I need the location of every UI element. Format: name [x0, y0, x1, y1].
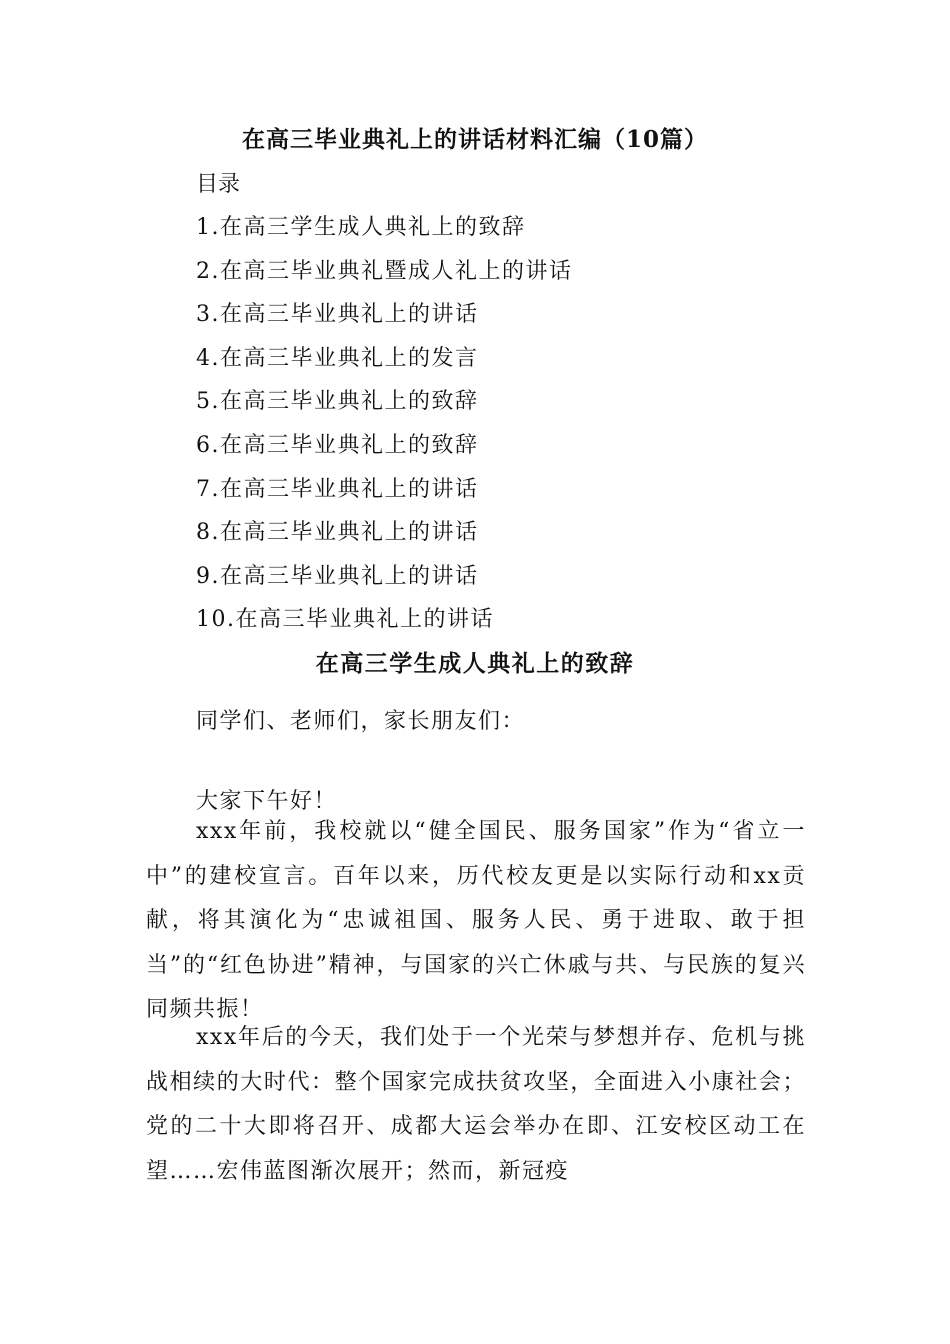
toc-item: 9.在高三毕业典礼上的讲话	[196, 563, 479, 589]
toc-item: 7.在高三毕业典礼上的讲话	[196, 476, 479, 502]
greeting-paragraph: 同学们、老师们，家长朋友们：	[196, 709, 526, 734]
toc-item: 3.在高三毕业典礼上的讲话	[196, 302, 479, 328]
toc-item: 10.在高三毕业典礼上的讲话	[196, 607, 494, 633]
body-paragraph-1: xxx年前，我校就以“健全国民、服务国家”作为“省立一中”的建校宣言。百年以来，历代校友更是以实际行动和xx贡献，将其演化为“忠诚祖国、服务人民、勇于进取、敢于担当”的“红色协进”精神，与国家的兴亡休戚与共、与民族的复兴同频共振！	[146, 819, 806, 1022]
toc-item: 6.在高三毕业典礼上的致辞	[196, 432, 479, 458]
body-paragraph-2: xxx年后的今天，我们处于一个光荣与梦想并存、危机与挑战相续的大时代：整个国家完成扶贫攻坚，全面进入小康社会；党的二十大即将召开、成都大运会举办在即、江安校区动工在望……宏伟蓝图渐次展开；然而，新冠疫	[146, 1025, 806, 1184]
toc-item: 8.在高三毕业典礼上的讲话	[196, 520, 479, 546]
document-title: 在高三毕业典礼上的讲话材料汇编（10篇）	[241, 126, 708, 153]
toc-list	[196, 211, 573, 647]
section-title: 在高三学生成人典礼上的致辞	[315, 650, 635, 677]
toc-heading: 目录	[196, 172, 241, 197]
hello-paragraph: 大家下午好！	[196, 789, 338, 814]
toc-item: 5.在高三毕业典礼上的致辞	[196, 389, 479, 415]
toc-item: 1.在高三学生成人典礼上的致辞	[196, 215, 526, 240]
toc-item: 2.在高三毕业典礼暨成人礼上的讲话	[196, 258, 573, 284]
toc-item: 4.在高三毕业典礼上的发言	[196, 345, 479, 371]
